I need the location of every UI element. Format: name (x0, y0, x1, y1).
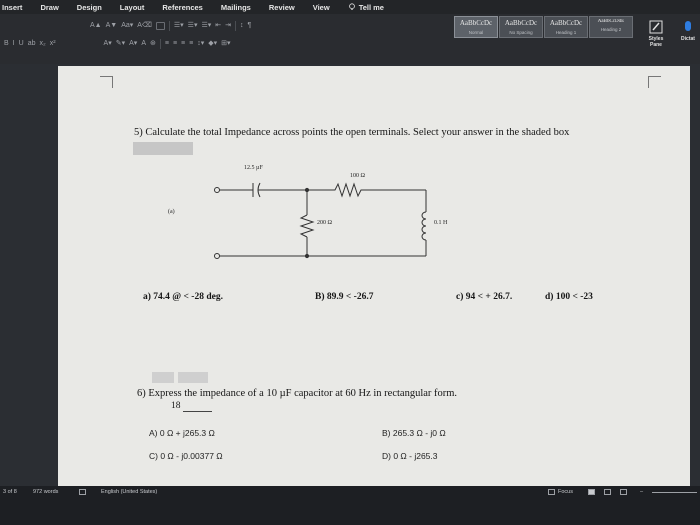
shading-icon[interactable]: ◆▾ (208, 40, 218, 47)
outline-icon[interactable] (620, 489, 627, 495)
italic-icon[interactable]: I (12, 40, 15, 47)
strikethrough-icon[interactable]: ab (27, 40, 36, 47)
inductor-coil (422, 212, 426, 240)
zoom-slider[interactable] (652, 492, 697, 493)
underline-icon[interactable]: U (18, 40, 24, 47)
tab-draw[interactable]: Draw (40, 2, 59, 12)
borders-icon[interactable]: ⊞▾ (221, 40, 231, 47)
capacitor-label: 12.5 µF (244, 165, 263, 171)
style-normal[interactable]: AaBbCcDc Normal (454, 16, 498, 38)
superscript-icon[interactable]: x² (49, 40, 56, 47)
clear-format-icon[interactable]: A⌫ (137, 22, 152, 29)
shaded-answer-box[interactable] (133, 142, 193, 155)
ribbon-tabs (0, 0, 700, 14)
answer-blank-line (183, 411, 212, 412)
increase-indent-icon[interactable]: ⇥ (225, 22, 232, 29)
web-layout-icon[interactable] (604, 489, 611, 495)
series-resistor (330, 184, 365, 196)
print-layout-icon[interactable] (588, 489, 595, 495)
option-b[interactable]: B) 265.3 Ω - j0 Ω (382, 428, 446, 438)
question-6-text: 6) Express the impedance of a 10 µF capacitor at 60 Hz in rectangular form. (137, 388, 458, 399)
sort-icon[interactable]: ↕ (240, 22, 244, 29)
subscript-icon[interactable]: x₂ (39, 40, 46, 47)
justify-icon[interactable]: ≡ (189, 40, 194, 47)
word-count[interactable]: 972 words (33, 489, 59, 495)
bold-icon[interactable]: B (4, 40, 9, 47)
shaded-box-2[interactable] (178, 372, 208, 383)
focus-label[interactable]: Focus (558, 489, 573, 495)
align-right-icon[interactable]: ≡ (181, 40, 186, 47)
answer-b[interactable]: B) 89.9 < -26.7 (315, 292, 374, 302)
numbering-icon[interactable]: ☰▾ (187, 22, 198, 29)
styles-pane-icon (649, 20, 663, 34)
line-spacing-icon[interactable]: ↕▾ (197, 40, 205, 47)
enclose-icon[interactable]: ⊛ (149, 40, 156, 47)
page-count[interactable]: 3 of 8 (3, 489, 17, 495)
circuit-diagram (205, 165, 448, 265)
answer-a[interactable]: a) 74.4 @ < -28 deg. (143, 292, 223, 302)
dictate-button[interactable]: Dictat (676, 20, 700, 42)
shunt-resistor (301, 215, 313, 237)
inductor-label: 0.1 H (434, 220, 448, 226)
tab-references[interactable]: References (162, 2, 203, 12)
terminal-bottom (215, 254, 220, 259)
option-d[interactable]: D) 0 Ω - j265.3 (382, 451, 438, 461)
tab-design[interactable]: Design (76, 2, 102, 12)
proofing-icon[interactable] (79, 489, 86, 495)
style-heading-2[interactable]: AaBbCcDdE Heading 2 (589, 16, 633, 38)
answer-d[interactable]: d) 100 < -23 (545, 292, 593, 302)
tell-me-search[interactable] (348, 3, 384, 12)
answer-c[interactable]: c) 94 < + 26.7. (456, 292, 513, 302)
option-c[interactable]: C) 0 Ω - j0.00377 Ω (149, 451, 223, 461)
font-controls-row (90, 20, 251, 32)
pilcrow-icon[interactable]: ¶ (247, 22, 252, 29)
font-color-icon[interactable]: A▾ (129, 40, 138, 47)
tab-mailings[interactable]: Mailings (220, 2, 251, 12)
style-no-spacing[interactable]: AaBbCcDc No Spacing (499, 16, 543, 38)
language[interactable]: English (United States) (101, 489, 158, 495)
option-a[interactable]: A) 0 Ω + j265.3 Ω (149, 428, 215, 438)
question-number: 18 (171, 401, 181, 411)
microphone-icon (681, 20, 695, 34)
phonetic-icon[interactable]: A (141, 40, 146, 47)
format-controls-row (4, 38, 231, 50)
tab-review[interactable]: Review (268, 2, 295, 12)
shaded-box-1[interactable] (152, 372, 174, 383)
styles-pane-button[interactable]: Styles Pane (644, 20, 668, 48)
crop-mark (112, 76, 113, 88)
style-heading-1[interactable]: AaBbCcDc Heading 1 (544, 16, 588, 38)
change-case-icon[interactable]: Aa▾ (121, 22, 134, 29)
tell-me-label: Tell me (358, 2, 384, 12)
crop-mark (648, 76, 661, 77)
align-left-icon[interactable]: ≡ (164, 40, 169, 47)
bullets-icon[interactable]: ☰▾ (173, 22, 184, 29)
font-grow-icon[interactable]: A▲ (90, 22, 102, 29)
status-bar (0, 486, 700, 525)
lightbulb-icon (348, 3, 356, 11)
zoom-out-icon[interactable]: – (640, 489, 644, 495)
shunt-resistor-label: 200 Ω (317, 220, 332, 226)
highlight-icon[interactable]: ✎▾ (115, 40, 126, 47)
align-center-icon[interactable]: ≡ (172, 40, 178, 47)
crop-mark (100, 76, 113, 77)
font-shrink-icon[interactable]: A▼ (105, 22, 118, 29)
text-effects-icon[interactable]: A▾ (103, 40, 112, 47)
focus-icon[interactable] (548, 489, 555, 495)
crop-mark (648, 76, 649, 88)
decrease-indent-icon[interactable]: ⇤ (215, 22, 222, 29)
question-5-text: 5) Calculate the total Impedance across points the open terminals. Select your answer in the shaded box (134, 127, 570, 138)
terminal-top (215, 188, 220, 193)
tab-view[interactable]: View (312, 2, 330, 12)
char-border-icon[interactable] (156, 22, 165, 30)
figure-label: (a) (168, 209, 175, 215)
home-ribbon (0, 14, 700, 64)
tab-insert[interactable]: Insert (2, 2, 23, 12)
multilevel-list-icon[interactable]: ☰▾ (201, 22, 212, 29)
tab-layout[interactable]: Layout (119, 2, 145, 12)
series-resistor-label: 100 Ω (350, 173, 365, 179)
